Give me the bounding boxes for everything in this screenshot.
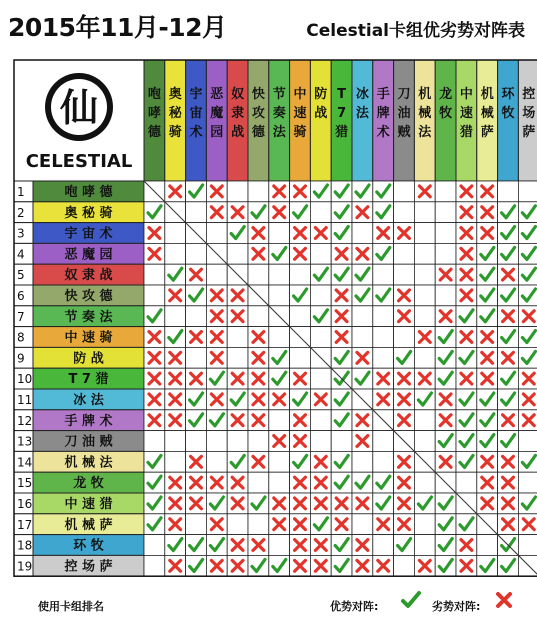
matchup-cell: [352, 327, 373, 348]
row-name: 防 战: [73, 351, 104, 367]
matchup-cell: [435, 243, 456, 264]
row-name: T 7 猎: [68, 372, 109, 388]
matchup-cell: [352, 306, 373, 327]
matchup-cell: [269, 535, 290, 556]
matchup-cell: [477, 535, 498, 556]
column-header-label: 冰: [355, 87, 369, 102]
matchup-cell: [414, 306, 435, 327]
column-header-label: T: [337, 87, 347, 102]
column-header-label: 攻: [251, 106, 265, 121]
matchup-cell: [248, 264, 269, 285]
matchup-cell: [373, 431, 394, 452]
matchup-cell: [498, 181, 519, 202]
logo-glyph: 仙: [59, 86, 99, 130]
matchup-cell: [144, 431, 165, 452]
column-header-label: 龙: [439, 87, 453, 102]
matchup-cell: [414, 243, 435, 264]
row-number: 13: [17, 434, 33, 449]
column-header-label: 场: [522, 106, 536, 121]
column-header-label: 园: [210, 125, 224, 140]
matchup-cell: [227, 243, 248, 264]
matchup-cell: [248, 306, 269, 327]
matchup-cell: [206, 264, 227, 285]
row-number: 8: [17, 330, 25, 345]
matchup-cell: [290, 306, 311, 327]
column-header-label: 机: [418, 87, 432, 102]
logo-text: CELESTIAL: [25, 151, 133, 172]
matchup-cell: [394, 181, 415, 202]
row-name: 咆 哮 德: [64, 185, 113, 200]
matchup-cell: [394, 555, 415, 576]
page-title: 2015年11月-12月: [8, 13, 227, 42]
column-header-label: 猎: [335, 125, 349, 140]
row-number: 9: [17, 351, 25, 366]
row-number: 5: [17, 268, 25, 283]
column-header-label: 油: [397, 106, 411, 121]
row-name: 机 械 萨: [64, 517, 113, 533]
column-header-label: 猎: [459, 125, 473, 140]
matchup-cell: [144, 264, 165, 285]
matchup-cell: [414, 347, 435, 368]
matchup-cell: [290, 347, 311, 368]
matchup-cell: [269, 327, 290, 348]
matchup-cell: [373, 535, 394, 556]
row-name: 奴 隶 战: [64, 268, 113, 284]
row-number: 12: [17, 413, 33, 428]
matchup-cell: [248, 181, 269, 202]
matchup-cell: [373, 264, 394, 285]
column-header-label: 骑: [168, 125, 182, 140]
row-name: 控 场 萨: [64, 559, 113, 575]
matchup-cell: [186, 306, 207, 327]
matchup-cell: [518, 431, 537, 452]
row-name: 机 械 法: [64, 455, 113, 471]
matchup-cell: [518, 472, 537, 493]
column-header-label: 哮: [147, 106, 161, 121]
matchup-cell: [414, 223, 435, 244]
matchup-cell: [394, 202, 415, 223]
row-number: 17: [17, 517, 33, 532]
column-header-label: 速: [459, 106, 473, 121]
matchup-cell: [435, 223, 456, 244]
column-header-label: 萨: [522, 125, 536, 140]
matchup-cell: [165, 431, 186, 452]
column-header-label: 奏: [272, 106, 286, 121]
row-number: 16: [17, 497, 33, 511]
column-header-label: 萨: [480, 125, 494, 140]
row-number: 19: [17, 559, 33, 574]
matchup-cell: [435, 202, 456, 223]
row-number: 3: [17, 226, 25, 241]
column-header-label: 恶: [210, 87, 224, 102]
column-header-label: 术: [189, 125, 203, 140]
matchup-cell: [165, 243, 186, 264]
column-header-label: 快: [251, 87, 265, 102]
row-number: 11: [17, 393, 33, 407]
row-name: 快 攻 德: [64, 289, 113, 304]
column-header-label: 机: [480, 87, 494, 102]
matchup-cell: [269, 264, 290, 285]
matchup-cell: [435, 285, 456, 306]
matchup-cell: [269, 410, 290, 431]
matchup-cell: [186, 431, 207, 452]
column-header-label: 隶: [231, 106, 245, 121]
row-name: 恶 魔 园: [64, 247, 113, 263]
column-header-label: 秘: [168, 106, 182, 121]
column-header-label: 战: [231, 125, 245, 140]
matchup-cell: [414, 535, 435, 556]
matchup-cell: [352, 514, 373, 535]
matchup-cell: [518, 181, 537, 202]
matchup-cell: [227, 327, 248, 348]
row-name: 龙 牧: [73, 476, 104, 492]
column-header-label: 节: [272, 87, 286, 102]
matchup-cell: [227, 347, 248, 368]
matchup-cell: [206, 223, 227, 244]
row-number: 15: [17, 476, 33, 491]
matchup-cell: [394, 264, 415, 285]
matchup-cell: [414, 410, 435, 431]
matchup-cell: [248, 472, 269, 493]
matchup-cell: [518, 535, 537, 556]
column-header-label: 德: [147, 125, 161, 140]
column-header-label: 速: [293, 106, 307, 121]
row-name: 手 牌 术: [64, 413, 113, 429]
matchup-cell: [227, 514, 248, 535]
matchup-cell: [394, 243, 415, 264]
matchup-cell: [248, 514, 269, 535]
matchup-cell: [414, 264, 435, 285]
matchup-cell: [352, 223, 373, 244]
matchup-cell: [165, 306, 186, 327]
row-name: 奥 秘 骑: [64, 205, 113, 221]
matchup-cell: [414, 285, 435, 306]
legend-advantage-label: 优势对阵:: [330, 600, 379, 613]
matchup-cell: [414, 202, 435, 223]
matchup-cell: [248, 431, 269, 452]
row-number: 14: [17, 455, 33, 470]
row-number: 10: [17, 372, 33, 387]
matchup-cell: [373, 327, 394, 348]
matchup-cell: [394, 327, 415, 348]
matchup-cell: [373, 347, 394, 368]
column-header-label: 手: [376, 87, 390, 102]
column-header-label: 防: [314, 87, 328, 102]
matchup-cell: [331, 431, 352, 452]
column-header-label: 控: [522, 87, 536, 102]
matchup-cell: [310, 327, 331, 348]
column-header-label: 德: [251, 125, 265, 140]
column-header-label: 宙: [189, 106, 203, 121]
column-header-label: 魔: [210, 106, 224, 121]
matchup-cell: [310, 285, 331, 306]
matchup-cell: [373, 451, 394, 472]
column-header-label: 咆: [147, 87, 161, 102]
matchup-cell: [310, 202, 331, 223]
legend-check-icon: [400, 590, 422, 610]
row-name: 节 奏 法: [64, 309, 113, 325]
column-header-label: 牌: [376, 106, 390, 121]
column-header-label: 中: [293, 87, 307, 102]
matchup-cell: [186, 347, 207, 368]
column-header-label: 牧: [439, 106, 453, 121]
matchup-cell: [165, 223, 186, 244]
column-header-label: 贼: [397, 125, 411, 140]
matchup-cell: [206, 431, 227, 452]
column-header-label: 奥: [168, 87, 182, 102]
matchup-cell: [227, 431, 248, 452]
matchup-cell: [310, 368, 331, 389]
matchup-cell: [435, 181, 456, 202]
page-subtitle: Celestial卡组优劣势对阵表: [306, 21, 525, 41]
matchup-cell: [186, 243, 207, 264]
matchup-cell: [269, 451, 290, 472]
matchup-cell: [165, 451, 186, 472]
row-number: 2: [17, 205, 25, 220]
row-name: 刀 油 贼: [64, 434, 113, 450]
row-number: 4: [17, 247, 25, 262]
row-name: 中 速 骑: [64, 330, 113, 346]
column-header-label: 牧: [501, 106, 515, 121]
row-number: 18: [17, 538, 33, 553]
matchup-cell: [227, 181, 248, 202]
matchup-cell: [414, 431, 435, 452]
matchup-cell: [144, 555, 165, 576]
matchup-cell: [290, 264, 311, 285]
matchup-cell: [269, 223, 290, 244]
matchup-cell: [352, 451, 373, 472]
column-header-label: 奴: [231, 87, 245, 102]
column-header-label: 环: [501, 87, 515, 102]
matchup-cell: [310, 431, 331, 452]
column-header-label: 中: [459, 87, 473, 102]
row-name: 宇 宙 术: [64, 226, 113, 242]
row-name: 环 牧: [73, 538, 104, 554]
matchup-cell: [414, 472, 435, 493]
matchup-cell: [310, 410, 331, 431]
footer-rank-label: 使用卡组排名: [38, 600, 104, 613]
column-header-label: 术: [376, 125, 390, 140]
matchup-cell: [310, 243, 331, 264]
legend-disadvantage-label: 劣势对阵:: [432, 600, 481, 613]
matchup-cell: [144, 285, 165, 306]
matchup-cell: [269, 285, 290, 306]
column-header-label: 法: [272, 125, 286, 140]
matchup-cell: [206, 451, 227, 472]
matchup-cell: [414, 514, 435, 535]
legend-cross-icon: [494, 590, 514, 610]
matchup-cell: [456, 472, 477, 493]
row-number: 7: [17, 309, 25, 324]
column-header-label: 法: [355, 106, 369, 121]
column-header-label: 骑: [293, 125, 307, 140]
row-number: 6: [17, 289, 25, 303]
column-header-label: 法: [418, 125, 432, 140]
row-name: 冰 法: [73, 393, 104, 408]
column-header-label: 宇: [189, 87, 203, 102]
matchup-cell: [269, 472, 290, 493]
matchup-cell: [373, 306, 394, 327]
column-header-label: 械: [418, 106, 432, 121]
column-header-label: 刀: [397, 87, 411, 102]
row-name: 中 速 猎: [64, 497, 113, 512]
matchup-cell: [144, 535, 165, 556]
matchup-cell: [186, 202, 207, 223]
column-header-label: 战: [314, 106, 328, 121]
column-header-label: 7: [337, 106, 347, 121]
column-header-label: 械: [480, 106, 494, 121]
matchup-cell: [186, 514, 207, 535]
row-number: 1: [17, 185, 25, 199]
